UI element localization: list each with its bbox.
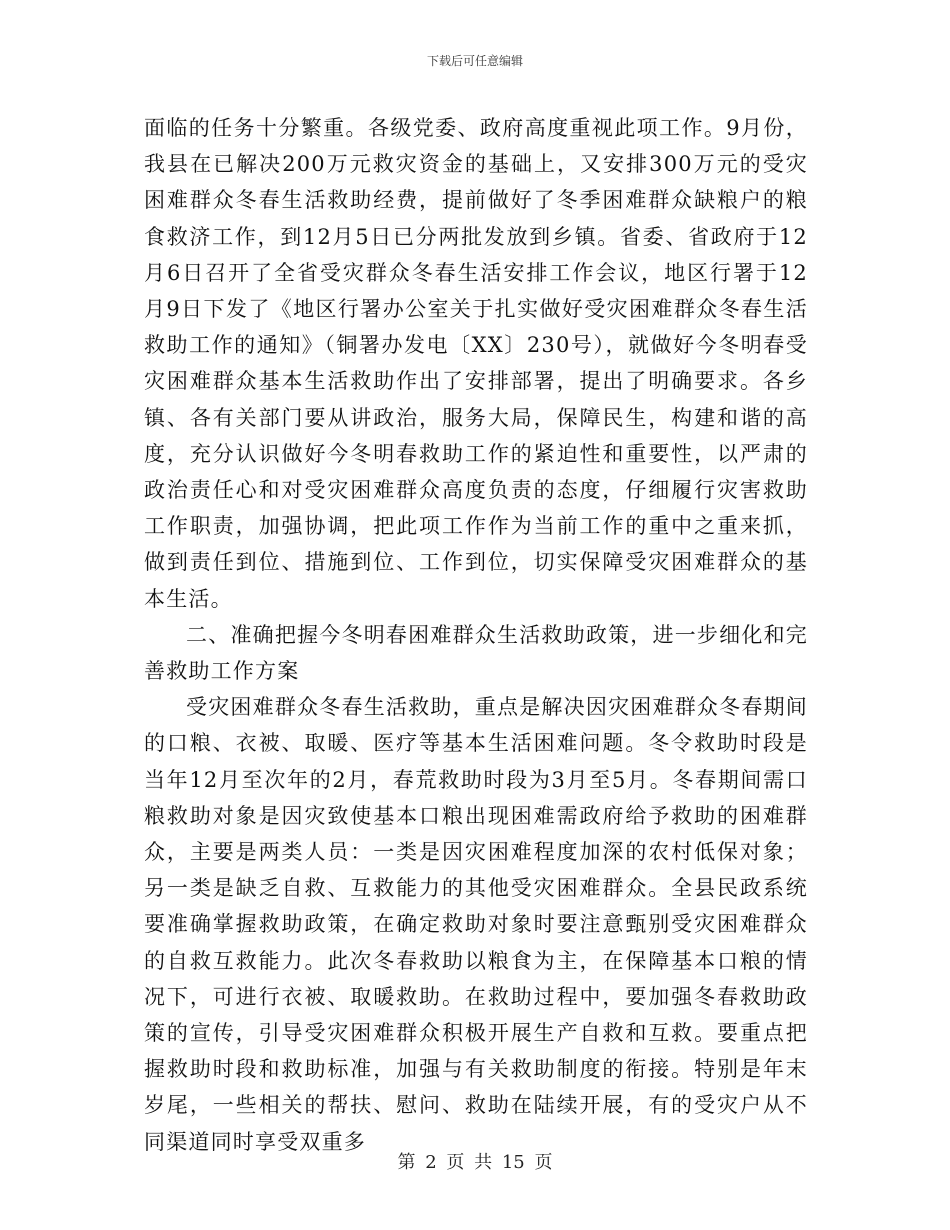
page-number-footer: 第 2 页 共 15 页 [397,1152,553,1173]
page-header-note: 下载后可任意编辑 [426,54,523,68]
document-body [144,110,808,1160]
paragraph-relief-policy: 受灾困难群众冬春生活救助，重点是解决因灾困难群众冬春期间的口粮、衣被、取暖、医疗等基本生活困难问题。冬令救助时段是当年12月至次年的2月，春荒救助时段为3月至5月。冬春期间需口粮救助对象是因灾致使基本口粮出现困难需政府给予救助的困难群众，主要是两类人员：一类是因灾困难程度加深的农村低保对象；另一类是缺乏自救、互救能力的其他受灾困难群众。全县民政系统要准确掌握救助政策，在确定救助对象时要注意甄别受灾困难群众的自救互救能力。此次冬春救助以粮食为主，在保障基本口粮的情况下，可进行衣被、取暖救助。在救助过程中，要加强冬春救助政策的宣传，引导受灾困难群众积极开展生产自救和互救。要重点把握救助时段和救助标准，加强与有关救助制度的衔接。特别是年末岁尾，一些相关的帮扶、慰问、救助在陆续开展，有的受灾户从不同渠道同时享受双重多 [144,695,808,1154]
section-heading: 二、准确把握今冬明春困难群众生活救助政策，进一步细化和完善救助工作方案 [144,622,808,684]
paragraph-continuation: 面临的任务十分繁重。各级党委、政府高度重视此项工作。9月份，我县在已解决200万元救灾资金的基础上，又安排300万元的受灾困难群众冬春生活救助经费，提前做好了冬季困难群众缺粮户的粮食救济工作，到12月5日已分两批发放到乡镇。省委、省政府于12月6日召开了全省受灾群众冬春生活安排工作会议，地区行署于12月9日下发了《地区行署办公室关于扎实做好受灾困难群众冬春生活救助工作的通知》（铜署办发电〔XX〕230号），就做好今冬明春受灾困难群众基本生活救助作出了安排部署，提出了明确要求。各乡镇、各有关部门要从讲政治，服务大局，保障民生，构建和谐的高度，充分认识做好今冬明春救助工作的紧迫性和重要性，以严肃的政治责任心和对受灾困难群众高度负责的态度，仔细履行灾害救助工作职责，加强协调，把此项工作作为当前工作的重中之重来抓，做到责任到位、措施到位、工作到位，切实保障受灾困难群众的基本生活。 [144,116,808,611]
